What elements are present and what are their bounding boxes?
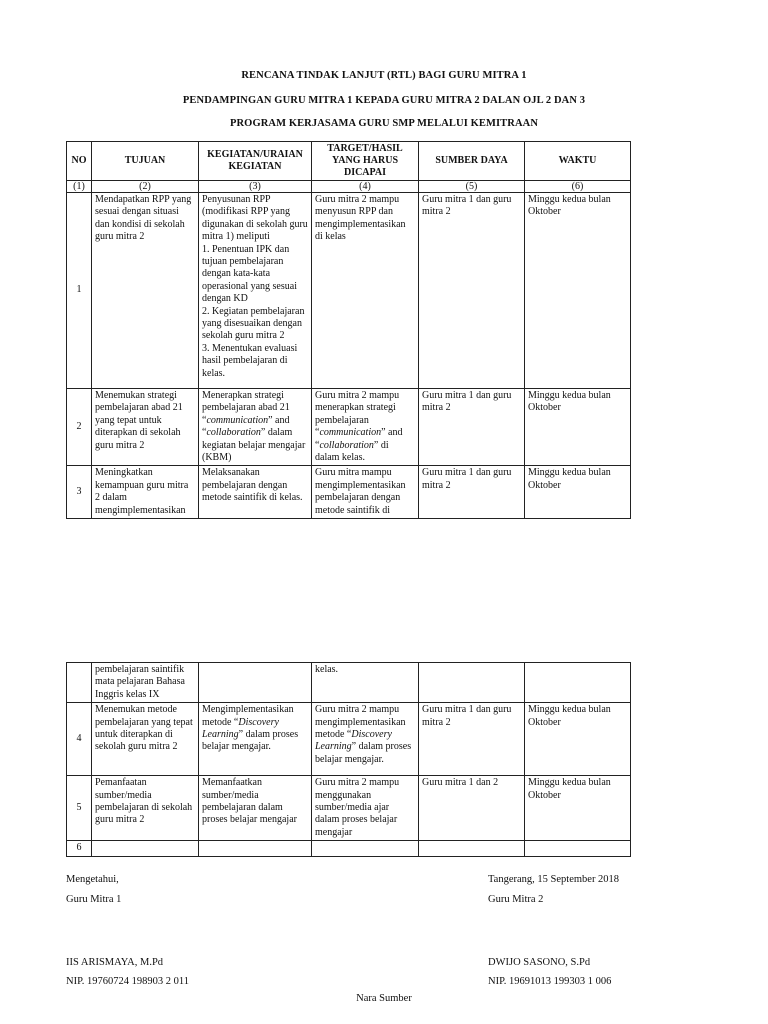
left-sign-nip: NIP. 19760724 198903 2 011 [66, 976, 189, 987]
kegiatan-term: collaboration [206, 427, 261, 439]
row-tujuan: Meningkatkan kemampuan guru mitra 2 dalam mengimplementasikan [92, 466, 199, 519]
row-tujuan: Menemukan strategi pembelajaran abad 21 yang tepat untuk diterapkan di sekolah guru mitra 2 [92, 389, 199, 466]
row-waktu: Minggu kedua bulan Oktober [525, 193, 631, 389]
target-text: ” di dalam kelas. [315, 439, 389, 464]
row-target: Guru mitra 2 mampu menyusun RPP dan mengimplementasikan di kelas [312, 193, 419, 389]
table-row [67, 389, 631, 466]
kegiatan-text: ” dalam kegiatan belajar mengajar (KBM) [202, 427, 306, 464]
table-row [67, 776, 631, 841]
row-tujuan: Pemanfaatan sumber/media pembelajaran di sekolah guru mitra 2 [92, 776, 199, 841]
row-waktu: Minggu kedua bulan Oktober [525, 776, 631, 841]
header-sumber: SUMBER DAYA [419, 142, 525, 181]
kegiatan-term: Discovery Learning [202, 716, 279, 741]
row-no: 3 [67, 466, 92, 519]
row-no: 4 [67, 703, 92, 776]
row-waktu: Minggu kedua bulan Oktober [525, 389, 631, 466]
target-text: Guru mitra 2 mampu mengimplementasikan metode “ [315, 704, 406, 741]
rtl-table-page2 [66, 662, 631, 857]
row-tujuan [92, 841, 199, 856]
kegiatan-text: ” dalam proses belajar mengajar. [202, 729, 299, 753]
table-row-continued [67, 663, 631, 703]
index-row [67, 181, 631, 193]
table-row [67, 193, 631, 389]
kegiatan-text: Menerapkan strategi pembelajaran abad 21 “ [202, 390, 290, 426]
header-kegiatan: KEGIATAN/URAIAN KEGIATAN [199, 142, 312, 181]
kegiatan-text: Mengimplementasikan metode “ [202, 704, 294, 728]
left-sign-name: IIS ARISMAYA, M.Pd [66, 957, 164, 968]
index-cell: (1) [67, 181, 92, 193]
target-text: Guru mitra 2 mampu menerapkan strategi pembelajaran “ [315, 390, 400, 439]
right-sign-place-date: Tangerang, 15 September 2018 [488, 874, 620, 885]
right-sign-nip: NIP. 19691013 199303 1 006 [488, 976, 612, 987]
header-target: TARGET/HASIL YANG HARUS DICAPAI [312, 142, 419, 181]
row-kegiatan: Memanfaatkan sumber/media pembelajaran dalam proses belajar mengajar [199, 776, 312, 841]
header-no: NO [67, 142, 92, 181]
row-target: kelas. [312, 663, 419, 703]
kegiatan-item: 1. Penentuan IPK dan tujuan pembelajaran dengan kata-kata operasional yang sesuai dengan KD [202, 243, 297, 305]
row-sumber: Guru mitra 1 dan guru mitra 2 [419, 703, 525, 776]
header-tujuan: TUJUAN [92, 142, 199, 181]
doc-title-line2: PENDAMPINGAN GURU MITRA 1 KEPADA GURU MITRA 2 DALAN OJL 2 DAN 3 [182, 95, 586, 106]
row-waktu [525, 841, 631, 856]
rtl-table-page1 [66, 141, 631, 519]
left-sign-role: Guru Mitra 1 [66, 894, 122, 905]
row-no: 2 [67, 389, 92, 466]
row-sumber: Guru mitra 1 dan guru mitra 2 [419, 466, 525, 519]
row-no: 6 [67, 841, 92, 856]
row-kegiatan [199, 841, 312, 856]
table-header-row [67, 142, 631, 181]
row-no: 5 [67, 776, 92, 841]
target-text: ” dalam proses belajar mengajar. [315, 741, 412, 765]
nara-sumber-label: Nara Sumber [356, 993, 412, 1004]
right-sign-name: DWIJO SASONO, S.Pd [488, 957, 591, 968]
table-row [67, 466, 631, 519]
index-cell: (4) [312, 181, 419, 193]
row-no: 1 [67, 193, 92, 389]
row-sumber [419, 663, 525, 703]
target-term: collaboration [319, 439, 374, 451]
row-kegiatan: Melaksanakan pembelajaran dengan metode saintifik di kelas. [199, 466, 312, 519]
target-term: Discovery Learning [315, 729, 392, 753]
doc-title-line3: PROGRAM KERJASAMA GURU SMP MELALUI KEMITRAAN [229, 118, 539, 129]
doc-title-line1: RENCANA TINDAK LANJUT (RTL) BAGI GURU MITRA 1 [241, 70, 527, 81]
left-sign-label: Mengetahui, [66, 874, 119, 885]
kegiatan-text: ” and “ [202, 414, 290, 439]
row-target: Guru mitra 2 mampu menggunakan sumber/media ajar dalam proses belajar mengajar [312, 776, 419, 841]
row-waktu: Minggu kedua bulan Oktober [525, 466, 631, 519]
target-term: communication [319, 427, 382, 439]
row-target: Guru mitra mampu mengimplementasikan pembelajaran dengan metode saintifik di [312, 466, 419, 519]
kegiatan-item: 3. Menentukan evaluasi hasil pembelajaran di kelas. [202, 342, 298, 379]
index-cell: (6) [525, 181, 631, 193]
index-cell: (5) [419, 181, 525, 193]
kegiatan-term: communication [206, 414, 269, 426]
row-no [67, 663, 92, 703]
row-tujuan: Mendapatkan RPP yang sesuai dengan situasi dan kondisi di sekolah guru mitra 2 [92, 193, 199, 389]
row-kegiatan [199, 663, 312, 703]
target-text: ” and “ [315, 427, 403, 451]
index-cell: (3) [199, 181, 312, 193]
row-target [312, 703, 419, 776]
row-sumber: Guru mitra 1 dan guru mitra 2 [419, 193, 525, 389]
row-target [312, 389, 419, 466]
row-waktu [525, 663, 631, 703]
row-target [312, 841, 419, 856]
row-sumber [419, 841, 525, 856]
row-tujuan: Menemukan metode pembelajaran yang tepat untuk diterapkan di sekolah guru mitra 2 [92, 703, 199, 776]
kegiatan-intro: Penyusunan RPP (modifikasi RPP yang digunakan di sekolah guru mitra 1) meliputi [202, 194, 308, 243]
kegiatan-item: 2. Kegiatan pembelajaran yang disesuaikan dengan sekolah guru mitra 2 [202, 305, 305, 342]
row-sumber: Guru mitra 1 dan 2 [419, 776, 525, 841]
index-cell: (2) [92, 181, 199, 193]
row-sumber: Guru mitra 1 dan guru mitra 2 [419, 389, 525, 466]
row-kegiatan [199, 193, 312, 389]
row-kegiatan [199, 389, 312, 466]
row-tujuan: pembelajaran saintifik mata pelajaran Bahasa Inggris kelas IX [92, 663, 199, 703]
table-row [67, 703, 631, 776]
row-waktu: Minggu kedua bulan Oktober [525, 703, 631, 776]
table-row [67, 841, 631, 856]
header-waktu: WAKTU [525, 142, 631, 181]
row-kegiatan [199, 703, 312, 776]
right-sign-role: Guru Mitra 2 [488, 894, 544, 905]
